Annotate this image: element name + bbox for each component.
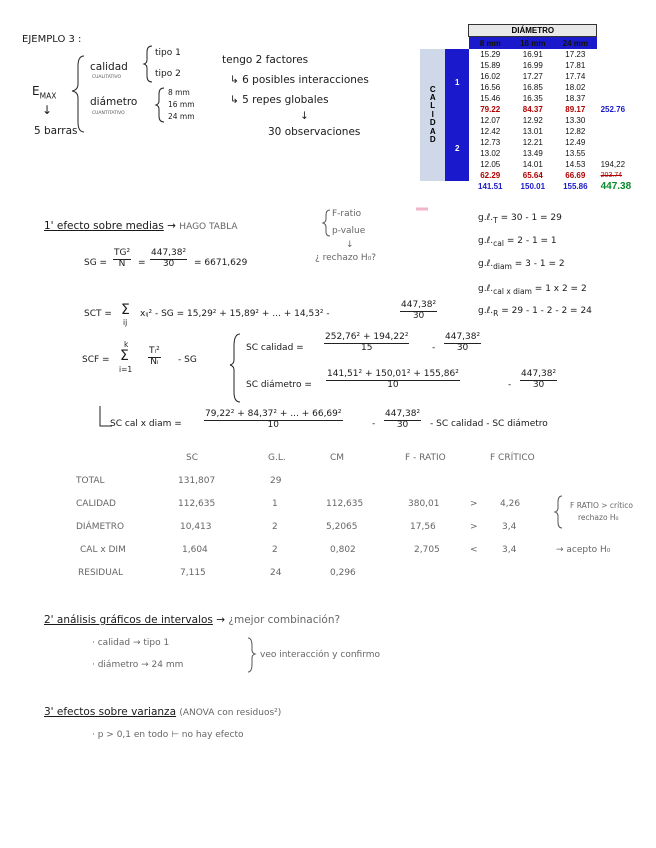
section-2-item-calidad: · calidad → tipo 1 bbox=[92, 638, 170, 648]
group-2-row-total: 194,22 bbox=[600, 160, 626, 169]
anova-header-gl: G.L. bbox=[268, 453, 286, 463]
anova-cell: 112,635 bbox=[178, 499, 216, 509]
sct-sigma: Σ bbox=[121, 302, 130, 318]
sg-fraction: $\frac{\text{TG²}}{N}$ bbox=[114, 248, 131, 269]
sc-calidad-tg: $\frac{\text{447,38²}}{30}$ bbox=[445, 332, 481, 353]
sc-interaccion-minus: - bbox=[372, 419, 376, 429]
table-cell: 13.30 bbox=[565, 116, 586, 125]
table-cell: 16.35 bbox=[522, 94, 543, 103]
sc-calidad-fraction: $\frac{\text{252,76² + 194,22²}}{15}$ bbox=[325, 332, 409, 353]
anova-cell: 3,4 bbox=[502, 522, 517, 532]
table-cell: 18.37 bbox=[565, 94, 586, 103]
sc-interaccion-tg: $\frac{\text{447,38²}}{30}$ bbox=[385, 409, 421, 430]
section-2-title: 2' análisis gráficos de intervalos → ¿mejor combinación? bbox=[44, 614, 341, 626]
anova-cell: 17,56 bbox=[410, 522, 436, 532]
sc-interaccion-lhs: SC cal x diam = bbox=[110, 419, 182, 429]
table-cell: 14.01 bbox=[522, 160, 543, 169]
calidad-level-1: tipo 1 bbox=[155, 48, 181, 58]
group-2-sum: 66.69 bbox=[565, 171, 586, 180]
factor-calidad-note: CUALITATIVO bbox=[92, 75, 122, 80]
anova-cell: 112,635 bbox=[326, 499, 364, 509]
anova-row-name: CAL x DIM bbox=[80, 545, 126, 555]
anova-row-name: DIÁMETRO bbox=[76, 522, 125, 532]
anova-cell: 24 bbox=[270, 568, 282, 578]
anova-row-name: CALIDAD bbox=[76, 499, 116, 509]
brace-p-value: p-value bbox=[332, 226, 366, 236]
table-cell: 16.99 bbox=[522, 61, 543, 70]
section-2-item-diametro: · diámetro → 24 mm bbox=[92, 660, 184, 670]
anova-row-name: RESIDUAL bbox=[78, 568, 123, 578]
col-header-24mm: 24 mm bbox=[554, 37, 597, 50]
anova-cell: 4,26 bbox=[500, 499, 521, 509]
emax-label: $E_{MAX}$ bbox=[32, 84, 57, 101]
factor-diametro-note: CUANTITATIVO bbox=[92, 111, 125, 116]
table-cell: 15.46 bbox=[480, 94, 501, 103]
factor-calidad: calidad bbox=[90, 61, 128, 73]
sg-result: = 6671,629 bbox=[194, 258, 248, 268]
calidad-level-2: tipo 2 bbox=[155, 69, 181, 79]
anova-cell: < bbox=[470, 545, 478, 555]
sc-interaccion-tail: - SC calidad - SC diámetro bbox=[430, 419, 548, 429]
group-2-row-total-crossed: 203.74 bbox=[600, 172, 622, 179]
sc-diametro-tg: $\frac{\text{447,38²}}{30}$ bbox=[521, 369, 557, 390]
section-2-brace-text: veo interacción y confirmo bbox=[260, 650, 381, 660]
table-cell: 15.89 bbox=[480, 61, 501, 70]
table-cell: 12.92 bbox=[522, 116, 543, 125]
brace-arrow: ↓ bbox=[346, 240, 354, 250]
grand-total: 447.38 bbox=[600, 181, 632, 192]
sg-eq: = bbox=[138, 258, 146, 268]
scf-sigma-sub: i=1 bbox=[119, 365, 133, 374]
anova-cell: 29 bbox=[270, 476, 282, 486]
col-total: 141.51 bbox=[478, 182, 503, 191]
col-total: 155.86 bbox=[563, 182, 588, 191]
sg-lhs: SG = bbox=[84, 258, 108, 268]
anova-note-rechazo: rechazo H₀ bbox=[578, 513, 619, 522]
sct-expr: xᵢⱼ² - SG = 15,29² + 15,89² + ... + 14,53² - bbox=[140, 309, 330, 319]
note-arrow: ↓ bbox=[300, 110, 309, 122]
scf-minus-sg: - SG bbox=[178, 355, 197, 365]
table-cell: 14.53 bbox=[565, 160, 586, 169]
table-cell: 17.23 bbox=[565, 50, 586, 59]
example-title: EJEMPLO 3 : bbox=[22, 34, 82, 45]
note-repes: ↳ 5 repes globales bbox=[230, 94, 329, 106]
sct-lhs: SCT = bbox=[84, 309, 112, 319]
table-cell: 12.21 bbox=[522, 138, 543, 147]
scf-lhs: SCF = bbox=[82, 355, 110, 365]
table-cell: 16.02 bbox=[480, 72, 501, 81]
group-1-sum: 89.17 bbox=[565, 105, 586, 114]
gl-interaccion: $g.\ell._{cal x diam} = 1$ x 2 = 2 bbox=[478, 284, 587, 296]
anova-note-fratio: F RATIO > crítico bbox=[570, 501, 633, 510]
scf-fraction: $\frac{\text{Tᵢ²}}{\text{Nᵢ}}$ bbox=[149, 346, 160, 367]
note-factores: tengo 2 factores bbox=[222, 54, 309, 66]
anova-cell: 7,115 bbox=[180, 568, 206, 578]
table-cell: 12.07 bbox=[480, 116, 501, 125]
anova-cell: 10,413 bbox=[180, 522, 212, 532]
col-total: 150.01 bbox=[520, 182, 546, 191]
sg-fraction-values: $\frac{\text{447,38²}}{30}$ bbox=[151, 248, 187, 269]
section-3-title: 3' efectos sobre varianza (ANOVA con residuos²) bbox=[44, 706, 282, 718]
diametro-level-2: 16 mm bbox=[168, 100, 195, 109]
anova-cell: 2 bbox=[272, 522, 278, 532]
group-1-sum: 84.37 bbox=[522, 105, 543, 114]
anova-cell: 3,4 bbox=[502, 545, 517, 555]
sc-interaccion-fraction: $\frac{\text{79,22² + 84,37² + ... + 66,69²}}{10}$ bbox=[205, 409, 342, 430]
sc-calidad-minus: - bbox=[432, 343, 436, 353]
anova-note-acepto: → acepto H₀ bbox=[556, 545, 611, 555]
sc-diametro-fraction: $\frac{\text{141,51² + 150,01² + 155,86²}}{10}$ bbox=[327, 369, 459, 390]
gl-diametro: $g.\ell._{diam} = 3 - 1 = 2$ bbox=[478, 259, 565, 271]
section-1-title: 1' efecto sobre medias → HAGO TABLA bbox=[44, 220, 238, 232]
anova-header-f-ratio: F - RATIO bbox=[405, 453, 446, 463]
table-cell: 16.85 bbox=[522, 83, 543, 92]
anova-cell: > bbox=[470, 522, 478, 532]
data-table bbox=[420, 24, 656, 192]
level-2-label: 2 bbox=[445, 115, 469, 181]
anova-cell: > bbox=[470, 499, 478, 509]
anova-header-f-critico: F CRÍTICO bbox=[490, 453, 535, 463]
table-title: DIÁMETRO bbox=[469, 25, 597, 37]
anova-header-cm: CM bbox=[330, 453, 345, 463]
sct-fraction: $\frac{\text{447,38²}}{30}$ bbox=[401, 300, 437, 321]
anova-cell: 2,705 bbox=[414, 545, 440, 555]
anova-cell: 5,2065 bbox=[326, 522, 358, 532]
side-label-calidad: C A L I D A D bbox=[420, 49, 445, 181]
sc-diametro-lhs: SC diámetro = bbox=[246, 380, 312, 390]
note-interacciones: ↳ 6 posibles interacciones bbox=[230, 74, 369, 86]
table-cell: 12.42 bbox=[480, 127, 501, 136]
sct-sigma-sub: ij bbox=[123, 318, 128, 327]
brace-f-ratio: F-ratio bbox=[332, 209, 362, 219]
bars-label: 5 barras bbox=[34, 125, 78, 137]
anova-cell: 2 bbox=[272, 545, 278, 555]
emax-arrow: ↓ bbox=[42, 103, 53, 117]
scf-sigma-top: k bbox=[124, 340, 129, 349]
anova-cell: 0,802 bbox=[330, 545, 356, 555]
table-cell: 12.49 bbox=[565, 138, 586, 147]
table-cell: 16.91 bbox=[522, 50, 543, 59]
table-cell: 13.49 bbox=[522, 149, 543, 158]
anova-cell: 131,807 bbox=[178, 476, 216, 486]
gl-residual: $g.\ell._R = 29 - 1 - 2 - 2 = 24$ bbox=[478, 306, 592, 318]
sc-diametro-minus: - bbox=[508, 380, 512, 390]
col-header-8mm: 8 mm bbox=[469, 37, 512, 50]
anova-cell: 380,01 bbox=[408, 499, 440, 509]
level-1-label: 1 bbox=[445, 49, 469, 115]
scf-sigma: Σ bbox=[120, 348, 129, 364]
table-cell: 16.56 bbox=[480, 83, 501, 92]
table-cell: 13.01 bbox=[522, 127, 543, 136]
table-cell: 12.82 bbox=[565, 127, 586, 136]
anova-cell: 1,604 bbox=[182, 545, 208, 555]
group-2-sum: 65.64 bbox=[522, 171, 543, 180]
table-cell: 12.73 bbox=[480, 138, 501, 147]
table-cell: 12.05 bbox=[480, 160, 501, 169]
anova-cell: 0,296 bbox=[330, 568, 356, 578]
table-cell: 13.02 bbox=[480, 149, 501, 158]
group-2-sum: 62.29 bbox=[480, 171, 501, 180]
table-cell: 17.27 bbox=[522, 72, 543, 81]
diametro-level-1: 8 mm bbox=[168, 88, 190, 97]
anova-header-sc: SC bbox=[186, 453, 198, 463]
col-header-16mm: 16 mm bbox=[512, 37, 555, 50]
anova-row-name: TOTAL bbox=[76, 476, 105, 486]
factor-diametro: diámetro bbox=[90, 96, 138, 108]
sc-calidad-lhs: SC calidad = bbox=[246, 343, 304, 353]
table-cell: 17.74 bbox=[565, 72, 586, 81]
diametro-level-3: 24 mm bbox=[168, 112, 195, 121]
gl-total: $g.\ell._T = 30 - 1 = 29$ bbox=[478, 213, 562, 225]
section-3-item: · p > 0,1 en todo ⊢ no hay efecto bbox=[92, 730, 244, 740]
table-cell: 17.81 bbox=[565, 61, 586, 70]
group-1-row-total: 252.76 bbox=[600, 105, 626, 114]
group-1-sum: 79.22 bbox=[480, 105, 501, 114]
anova-cell: 1 bbox=[272, 499, 278, 509]
note-observaciones: 30 observaciones bbox=[268, 126, 361, 138]
table-cell: 13.55 bbox=[565, 149, 586, 158]
gl-calidad: $g.\ell._{cal} = 2 - 1 = 1$ bbox=[478, 236, 557, 248]
table-cell: 18.02 bbox=[565, 83, 586, 92]
rechazo-question: ¿ rechazo H₀? bbox=[315, 253, 377, 263]
table-cell: 15.29 bbox=[480, 50, 501, 59]
